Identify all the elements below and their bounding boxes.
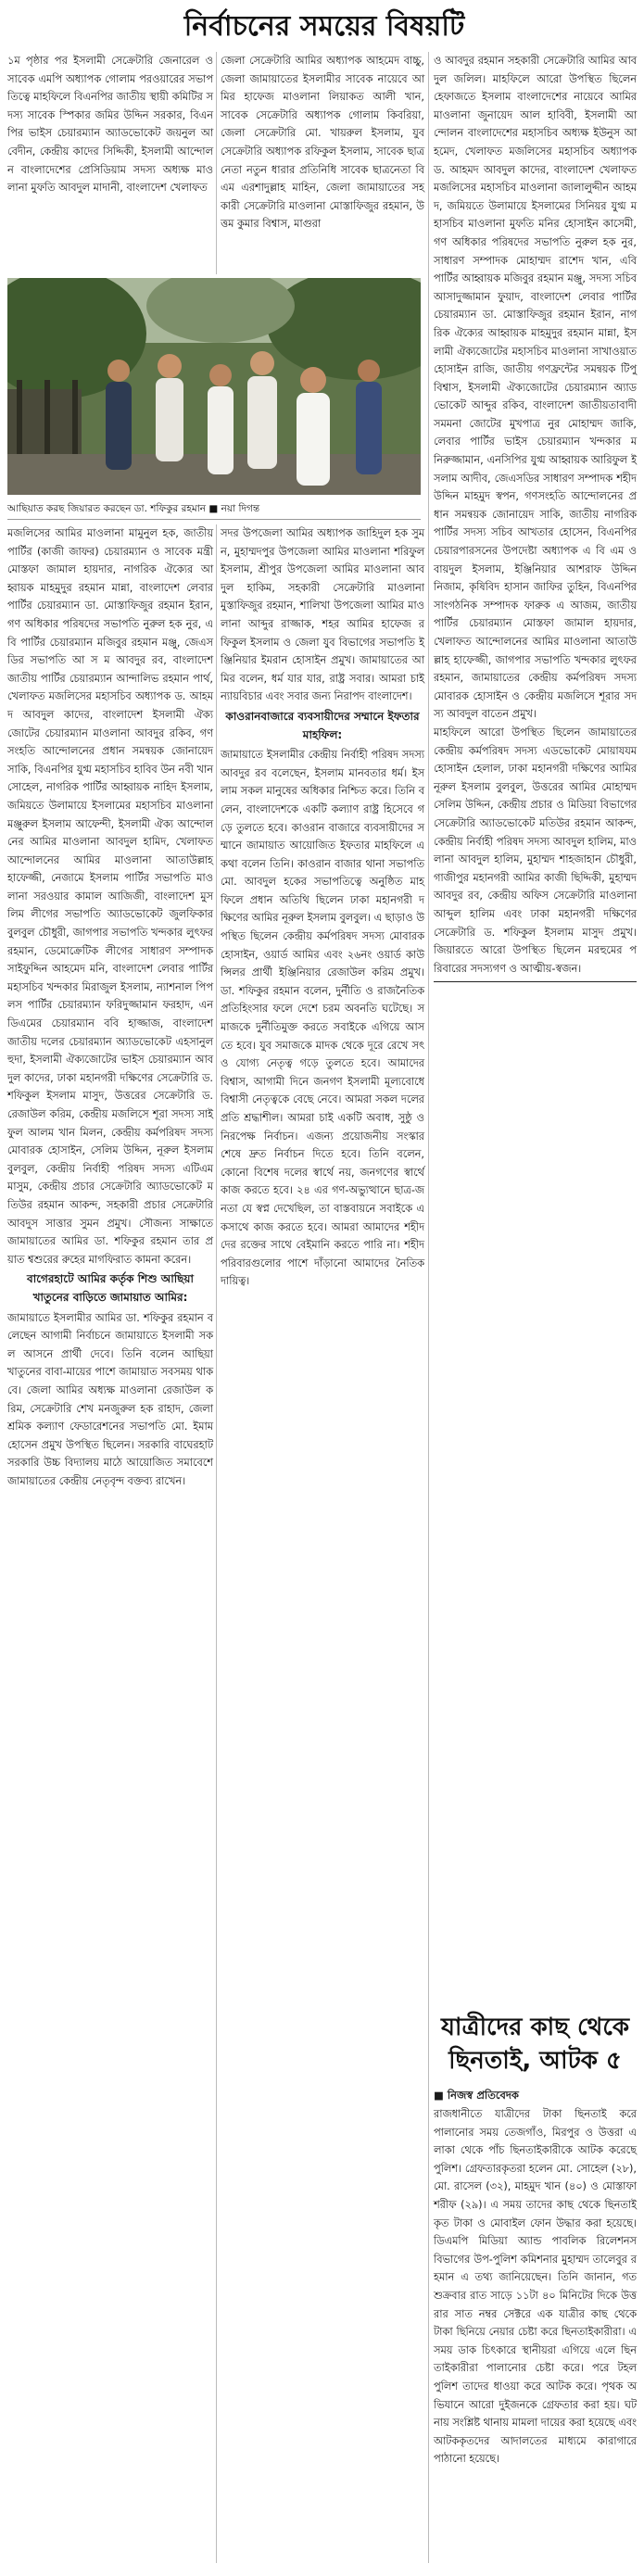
column-c xyxy=(434,52,637,986)
news-photo xyxy=(7,278,421,495)
paragraph: ও আবদুর রহমান সহকারী সেক্রেটারি আমির আবদুল জলিল। মাহফিলে আরো উপস্থিত ছিলেন হেফাজতে ইসলাম বাংলাদেশের নায়েবে আমির মাওলানা জুনায়েদ আল হাবিবী, ইসলামী আন্দোলন বাংলাদেশের মহাসচিব অধ্যক্ষ ইউনুস আহমেদ, খেলাফত মজলিসের মহাসচিব অধ্যাপক ড. আহমদ আবদুল কাদের, বাংলাদেশ খেলাফত মজলিসের মহাসচিব মাওলানা জালালুদ্দীন আহমদ, জমিয়তে উলামায়ে ইসলামের সিনিয়র যুগ্ম মহাসচিব মাওলানা মুফতি মনির হোসাইন কাসেমী, গণ অধিকার পরিষদের সভাপতি নুরুল হক নুর, সাধারণ সম্পাদক মোহাম্মদ রাশেদ খান, এবি পার্টির আহ্বায়ক মজিবুর রহমান মঞ্জু, সদস্য সচিব আসাদুজ্জামান ফুয়াদ, বাংলাদেশ লেবার পার্টির চেয়ারম্যান ডা. মোস্তাফিজুর রহমান ইরান, নাগরিক ঐক্যের আহ্বায়ক মাহমুদুর রহমান মান্না, ইসলামী ঐক্যজোটের মহাসচিব মাওলানা সাখাওয়াত হোসাইন রাজি, জাতীয় গণফ্রন্টের সমন্বয়ক টিপু বিশ্বাস, ইসলামী ঐক্যজোটের চেয়ারম্যান অ্যাডভোকেট আব্দুর রকিব, বাংলাদেশ জাতীয়তাবাদী সমমনা জোটের মুখপাত্র নুর মোহাম্মদ জাকি, লেবার পার্টির ভাইস চেয়ারম্যান খন্দকার মনিরুজ্জামান, এনসিপির যুগ্ম আহ্বায়ক আরিফুল ইসলাম আদীব, জেএসডির সাধারণ সম্পাদক শহীদ উদ্দিন মাহমুদ স্বপন, গণসংহতি আন্দোলনের প্রধান সমন্বয়ক জোনায়েদ সাকি, জাতীয় নাগরিক পার্টির সদস্য সচিব আখতার হোসেন, বিএনপির চেয়ারপারসনের উপদেষ্টা অধ্যাপক এ বি এম ওবায়দুল ইসলাম, ইঞ্জিনিয়ার আশরাফ উদ্দিন নিজাম, কৃষিবিদ হাসান জাফির তুহিন, বিএনপির সাংগঠনিক সম্পাদক ফারুক এ আজম, জাতীয় পার্টির চেয়ারম্যান মোস্তফা জামাল হায়দার, খেলাফত আন্দোলনের আমির মাওলানা আতাউল্লাহ হাফেজ্জী, জাগপার সভাপতি খন্দকার লুৎফর রহমান, জামায়াতের কেন্দ্রীয় কর্মপরিষদ সদস্য মোবারক হোসাইন ও কেন্দ্রীয় মজলিসে শূরার সদস্য আবদুল বাতেন প্রমুখ। xyxy=(434,55,637,721)
subheading: কাওরানবাজারে ব্যবসায়ীদের সম্মানে ইফতার মাহফিল: xyxy=(225,709,420,741)
paragraph: জেলা সেক্রেটারি আমির অধ্যাপক আহমেদ বাচ্চু, জেলা জামায়াতের ইসলামীর সাবেক নায়েবে আমির হাফেজ মাওলানা লিয়াকত আলী খান, সাবেক সেক্রেটারি অধ্যাপক গোলাম কিবরিয়া, জেলা সেক্রেটারি মো. খায়রুল ইসলাম, যুব সেক্রেটারি অধ্যাপক রফিকুল ইসলাম, সাবেক ছাত্রনেতা নতুন ধারার প্রতিনিধি সাবেক ছাত্রনেতা বি এম এরশাদুল্লাহ মাহিন, জেলা জামায়াতের সহকারী সেক্রেটারি মাওলানা মোস্তাফিজুর রহমান, উত্তম কুমার বিশ্বাস, মাগুরা xyxy=(221,55,424,231)
column-divider xyxy=(216,524,217,2563)
paragraph: মজলিসের আমির মাওলানা মামুনুল হক, জাতীয় পার্টির (কাজী জাফর) চেয়ারম্যান ও সাবেক মন্ত্রী মোস্তফা জামাল হায়দার, নাগরিক ঐক্যের আহ্বায়ক মাহমুদুর রহমান মান্না, বাংলাদেশ লেবার পার্টির চেয়ারম্যান ডা. মোস্তাফিজুর রহমান ইরান, গণ অধিকার পরিষদের সভাপতি নুরুল হক নুর, এবি পার্টির চেয়ারম্যান মজিবুর রহমান মঞ্জু, জেএসডির সভাপতি আ স ম আবদুর রব, বাংলাদেশ জাতীয় পার্টির চেয়ারম্যান আন্দালিভ রহমান পার্থ, খেলাফত মজলিসের মহাসচিব অধ্যাপক ড. আহমদ আবদুল কাদের, বাংলাদেশ ইসলামী ঐক্যজোটের চেয়ারম্যান মাওলানা আবদুর রকিব, গণসংহতি আন্দোলনের প্রধান সমন্বয়ক জোনায়েদ সাকি, বিএনপির যুগ্ম মহাসচিব হাবিব উন নবী খান সোহেল, নাগরিক পার্টির আহ্বায়ক নাহিদ ইসলাম, জমিয়তে উলামায়ে ইসলামের মহাসচিব মাওলানা মঞ্জুরুল ইসলাম আফেন্দী, ইসলামী ঐক্য আন্দোলনের আমির মাওলানা আবদুল হামিদ, খেলাফত আন্দোলনের আমির মাওলানা আতাউল্লাহ হাফেজ্জী, নেজামে ইসলাম পার্টির সভাপতি মাওলানা সরওয়ার কামাল আজিজী, বাংলাদেশ মুসলিম লীগের সভাপতি অ্যাডভোকেট জুলফিকার বুলবুল চৌধুরী, জাগপার সভাপতি খন্দকার লুৎফর রহমান, ডেমোক্রেটিক লীগের সাধারণ সম্পাদক সাইফুদ্দিন আহমেদ মনি, বাংলাদেশ লেবার পার্টির মহাসচিব খন্দকার মিরাজুল ইসলাম, ন্যাশনাল পিপলস পার্টির চেয়ারম্যান ফরিদুজ্জামান ফরহাদ, এনডিএমের চেয়ারম্যান ববি হাজ্জাজ, বাংলাদেশ জাতীয় দলের চেয়ারম্যান অ্যাডভোকেট এহসানুল হুদা, ইসলামী ঐক্যজোটের ভাইস চেয়ারম্যান আবদুল কাদের, ঢাকা মহানগরী দক্ষিণের সেক্রেটারি ড. শফিকুল ইসলাম মাসুদ, উত্তরের সেক্রেটারি ড. রেজাউল করিম, কেন্দ্রীয় মজলিসে শূরা সদস্য সাইফুল আলম খান মিলন, কেন্দ্রীয় কর্মপরিষদ সদস্য মোবারক হোসাইন, সেলিম উদ্দিন, নূরুল ইসলাম বুলবুল, কেন্দ্রীয় নির্বাহী পরিষদ সদস্য এটিএম মাসুম, কেন্দ্রীয় প্রচার সেক্রেটারি অ্যাডভোকেট মতিউর রহমান আকন্দ, সহকারী প্রচার সেক্রেটারি আবদুস সাত্তার সুমন প্রমুখ। সৌজন্য সাক্ষাতে জামায়াতের আমির ডা. শফিকুর রহমান তার প্রয়াত শ্বশুরের রুহের মাগফিরাত কামনা করেন। xyxy=(7,527,213,1266)
story2-body xyxy=(434,2105,637,2469)
column-a-lower xyxy=(7,524,213,1490)
paragraph: জামায়াতে ইসলামীর কেন্দ্রীয় নির্বাহী পরিষদ সদস্য আবদুর রব বলেছেন, ইসলাম মানবতার ধর্ম। ইসলাম সকল মানুষের অধিকার নিশ্চিত করে। তিনি বলেন, বাংলাদেশকে একটি কল্যাণ রাষ্ট্র হিসেবে গড়ে তুলতে হবে। কাওরান বাজারে ব্যবসায়ীদের সম্মানে জামায়াত আয়োজিত ইফতার মাহফিলে এ কথা বলেন তিনি। কাওরান বাজার থানা সভাপতি মো. আবদুল হকের সভাপতিত্বে অনুষ্ঠিত মাহফিলে প্রধান অতিথি ছিলেন ঢাকা মহানগরী দক্ষিণের আমির নূরুল ইসলাম বুলবুল। এ ছাড়াও উপস্থিত ছিলেন কেন্দ্রীয় কর্মপরিষদ সদস্য মোবারক হোসাইন, ওয়ার্ড আমির এবং ২৬নং ওয়ার্ড কাউন্সিলর প্রার্থী ইঞ্জিনিয়ার রেজাউল করিম প্রমুখ। ডা. শফিকুর রহমান বলেন, দুর্নীতি ও রাজনৈতিক প্রতিহিংসার ফলে দেশে চরম অবনতি ঘটেছে। সমাজকে দুর্নীতিমুক্ত করতে সবাইকে এগিয়ে আসতে হবে। যুব সমাজকে মাদক থেকে দূরে রেখে সৎ ও যোগ্য নেতৃত্ব গড়ে তুলতে হবে। আমাদের বিশ্বাস, আগামী দিনে জনগণ ইসলামী মূল্যবোধে বিশ্বাসী নেতৃত্বকে বেছে নেবে। আমরা সকল দলের প্রতি শ্রদ্ধাশীল। আমরা চাই একটি অবাধ, সুষ্ঠু ও নিরপেক্ষ নির্বাচন। এজন্য প্রয়োজনীয় সংস্কার শেষে দ্রুত নির্বাচন দিতে হবে। তিনি বলেন, কোনো বিশেষ দলের স্বার্থে নয়, জনগণের স্বার্থে কাজ করতে হবে। ২৪ এর গণ-অভ্যুত্থানে ছাত্র-জনতা যে স্বপ্ন দেখেছিল, তা বাস্তবায়নে সবাইকে একসাথে কাজ করতে হবে। আমরা আমাদের শহীদদের রক্তের সাথে বেইমানি করতে পারি না। শহীদ পরিবারগুলোর পাশে দাঁড়ানো আমাদের নৈতিক দায়িত্ব। xyxy=(221,749,424,1288)
paragraph: ১ম পৃষ্ঠার পর ইসলামী সেক্রেটারি জেনারেল ও সাবেক এমপি অধ্যাপক গোলাম পরওয়ারের সভাপতিত্বে মাহফিলে বিএনপির জাতীয় স্থায়ী কমিটির সদস্য সাবেক স্পিকার জমির উদ্দিন সরকার, বিএনপির ভাইস চেয়ারম্যান অ্যাডভোকেট জয়নুল আবেদীন, কেন্দ্রীয় কাদের সিদ্দিকী, ইসলামী আন্দোলন বাংলাদেশের প্রেসিডিয়াম সদস্য অধ্যক্ষ মাওলানা মুফতি আবদুল মাদানী, বাংলাদেশ খেলাফত xyxy=(7,55,213,195)
column-a-top xyxy=(7,52,213,197)
column-b-lower xyxy=(221,524,424,1291)
column-b-top xyxy=(221,52,424,234)
column-divider xyxy=(428,52,429,2563)
photo-illustration xyxy=(7,278,421,495)
story2-headline: যাত্রীদের কাছ থেকে ছিনতাই, আটক ৫ xyxy=(440,2014,630,2075)
subheading: বাগেরহাটে আমির কর্তৃক শিশু আছিয়া খাতুনের বাড়িতে জামায়াত আমির: xyxy=(27,1272,194,1304)
divider xyxy=(434,981,637,982)
story2-byline: ■ নিজস্ব প্রতিবেদক xyxy=(434,2089,519,2102)
headline: নির্বাচনের সময়ের বিষয়টি xyxy=(183,10,465,43)
paragraph: রাজধানীতে যাত্রীদের টাকা ছিনতাই করে পালানোর সময় তেজগাঁও, মিরপুর ও উত্তরা এলাকা থেকে পাঁচ ছিনতাইকারীকে আটক করেছে পুলিশ। গ্রেফতারকৃতরা হলেন মো. সোহেল (২৮), মো. রাসেল (৩২), মাহমুদ খান (৪০) ও মোস্তাফা শরীফ (২৯)। এ সময় তাদের কাছ থেকে ছিনতাইকৃত টাকা ও মোবাইল ফোন উদ্ধার করা হয়েছে। ডিএমপি মিডিয়া অ্যান্ড পাবলিক রিলেশনস বিভাগের উপ-পুলিশ কমিশনার মুহাম্মদ তালেবুর রহমান এ তথ্য জানিয়েছেন। তিনি জানান, গত শুক্রবার রাত সাড়ে ১১টা ৪০ মিনিটের দিকে উত্তরার সাত নম্বর সেক্টরে এক যাত্রীর কাছ থেকে টাকা ছিনিয়ে নেয়ার চেষ্টা করে ছিনতাইকারীরা। এ সময় ডাক চিৎকারে স্থানীয়রা এগিয়ে এলে ছিনতাইকারীরা পালানোর চেষ্টা করে। পরে টহল পুলিশ তাদের ধাওয়া করে আটক করে। পৃথক অভিযানে আরো দুইজনকে গ্রেফতার করা হয়। ঘটনায় সংশ্লিষ্ট থানায় মামলা দায়ের করা হয়েছে এবং আটককৃতদের আদালতের মাধ্যমে কারাগারে পাঠানো হয়েছে। xyxy=(434,2108,637,2466)
paragraph: সদর উপজেলা আমির অধ্যাপক জাহিদুল হক সুমন, মুহাম্মদপুর উপজেলা আমির মাওলানা শরিফুল ইসলাম, শ্রীপুর উপজেলা আমির মাওলানা আবদুল হাকিম, সহকারী সেক্রেটারি মাওলানা মুস্তাফিজুর রহমান, শালিখা উপজেলা আমির মাওলানা আব্দুর রাজ্জাক, শহর আমির হাফেজ রফিকুল ইসলাম ও জেলা যুব বিভাগের সভাপতি ইঞ্জিনিয়ার ইমরান হোসাইন প্রমুখ। জামায়াতের আমির বলেন, ধর্ম যার যার, রাষ্ট্র সবার। আমরা চাই ন্যায়বিচার এবং সবার জন্য নিরাপদ বাংলাদেশ। xyxy=(221,527,424,703)
paragraph: মাহফিলে আরো উপস্থিত ছিলেন জামায়াতের কেন্দ্রীয় কর্মপরিষদ সদস্য এডভোকেট মোয়াযযম হোসাইন হেলাল, ঢাকা মহানগরী দক্ষিণের আমির নূরুল ইসলাম বুলবুল, উত্তরের আমির মোহাম্মদ সেলিম উদ্দিন, কেন্দ্রীয় প্রচার ও মিডিয়া বিভাগের সেক্রেটারি অ্যাডভোকেট মতিউর রহমান আকন্দ, কেন্দ্রীয় নির্বাহী পরিষদ সদস্য আবদুল হালিম, মাওলানা আবদুল হালিম, মুহাম্মদ শাহজাহান চৌধুরী, গাজীপুর মহানগরী আমির কাজী ছিদ্দিকী, মুহাম্মদ আবদুর রব, কেন্দ্রীয় অফিস সেক্রেটারি মাওলানা আব্দুল হালিম এবং ঢাকা মহানগরী দক্ষিণের সেক্রেটারি ড. শফিকুল ইসলাম মাসুদ প্রমুখ। জিয়ারতে আরো উপস্থিত ছিলেন মরহুমের পরিবারের সদস্যগণ ও আত্মীয়-স্বজন। xyxy=(434,726,637,975)
photo-caption: আছিয়াত করছ জিয়ারত করছেন ডা. শফিকুর রহমান ■ নয়া দিগন্ত xyxy=(7,499,421,520)
paragraph: জামায়াতে ইসলামীর আমির ডা. শফিকুর রহমান বলেছেন আগামী নির্বাচনে জামায়াতে ইসলামী সকল আসনে প্রার্থী দেবে। তিনি বলেন আছিয়া খাতুনের বাবা-মায়ের পাশে জামায়াত সবসময় থাকবে। জেলা আমির অধ্যক্ষ মাওলানা রেজাউল করিম, সেক্রেটারি শেখ মনজুরুল হক রাহাদ, জেলা শ্রমিক কল্যাণ ফেডারেশনের সভাপতি মো. ইমাম হোসেন প্রমুখ উপস্থিত ছিলেন। সরকারি বাঘেরহাট সরকারি উচ্চ বিদ্যালয় মাঠে আয়োজিত সমাবেশে জামায়াতের কেন্দ্রীয় নেতৃবৃন্দ বক্তব্য রাখেন। xyxy=(7,1311,213,1487)
column-divider xyxy=(216,52,217,274)
